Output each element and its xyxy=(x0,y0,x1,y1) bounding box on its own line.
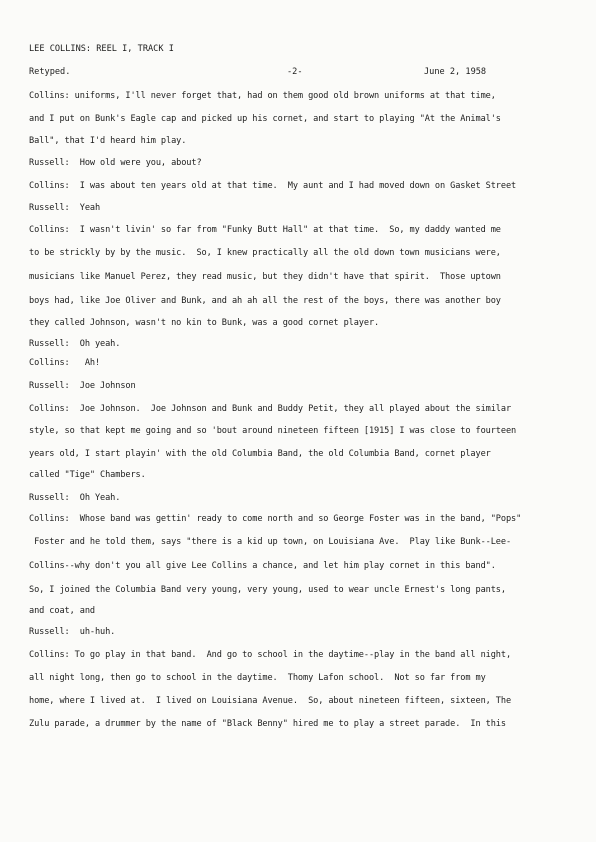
transcript-line: all night long, then go to school in the daytime. Thomy Lafon school. Not so far from my xyxy=(29,673,486,683)
transcript-line: Collins: To go play in that band. And go to school in the daytime--play in the band all night, xyxy=(29,650,512,660)
transcript-line: home, where I lived at. I lived on Louisiana Avenue. So, about nineteen fifteen, sixteen, The xyxy=(29,696,512,706)
transcript-line: musicians like Manuel Perez, they read music, but they didn't have that spirit. Those uptown xyxy=(29,272,501,282)
transcript-line: Russell: Joe Johnson xyxy=(29,381,136,391)
transcript-line: Foster and he told them, says "there is a kid up town, on Louisiana Ave. Play like Bunk--Lee- xyxy=(29,537,512,547)
transcript-line: and I put on Bunk's Eagle cap and picked up his cornet, and start to playing "At the Animal's xyxy=(29,114,501,124)
document-title: LEE COLLINS: REEL I, TRACK I xyxy=(29,44,174,54)
transcript-line: Collins: Ah! xyxy=(29,358,101,368)
transcript-line: Russell: Yeah xyxy=(29,203,101,213)
transcript-line: Russell: How old were you, about? xyxy=(29,158,202,168)
transcript-line: and coat, and xyxy=(29,606,95,616)
transcript-line: Zulu parade, a drummer by the name of "Black Benny" hired me to play a street parade. In this xyxy=(29,719,506,729)
transcript-line: to be strickly by by the music. So, I knew practically all the old down town musicians were, xyxy=(29,248,501,258)
transcript-line: Collins: I wasn't livin' so far from "Funky Butt Hall" at that time. So, my daddy wanted me xyxy=(29,225,501,235)
transcript-line: style, so that kept me going and so 'bout around nineteen fifteen [1915] I was close to fourteen xyxy=(29,426,517,436)
page-number: -2- xyxy=(287,67,303,77)
transcript-line: Ball", that I'd heard him play. xyxy=(29,136,187,146)
transcript-line: Collins: I was about ten years old at that time. My aunt and I had moved down on Gasket Street xyxy=(29,181,517,191)
transcript-line: boys had, like Joe Oliver and Bunk, and ah ah all the rest of the boys, there was another boy xyxy=(29,296,501,306)
transcript-line: Collins--why don't you all give Lee Collins a chance, and let him play cornet in this band". xyxy=(29,561,496,571)
retyped-note: Retyped. xyxy=(29,67,71,77)
transcript-line: So, I joined the Columbia Band very young, very young, used to wear uncle Ernest's long pants, xyxy=(29,585,506,595)
transcript-line: Collins: Whose band was gettin' ready to come north and so George Foster was in the band, "Pops" xyxy=(29,514,522,524)
transcript-line: years old, I start playin' with the old Columbia Band, the old Columbia Band, cornet player xyxy=(29,449,491,459)
transcript-line: Russell: uh-huh. xyxy=(29,627,116,637)
transcript-date: June 2, 1958 xyxy=(424,67,487,77)
transcript-line: they called Johnson, wasn't no kin to Bunk, was a good cornet player. xyxy=(29,318,380,328)
transcript-line: Collins: Joe Johnson. Joe Johnson and Bunk and Buddy Petit, they all played about the similar xyxy=(29,404,512,414)
transcript-line: Russell: Oh Yeah. xyxy=(29,493,121,503)
transcript-line: Russell: Oh yeah. xyxy=(29,339,121,349)
transcript-line: Collins: uniforms, I'll never forget that, had on them good old brown uniforms at that time, xyxy=(29,91,496,101)
transcript-line: called "Tige" Chambers. xyxy=(29,470,146,480)
